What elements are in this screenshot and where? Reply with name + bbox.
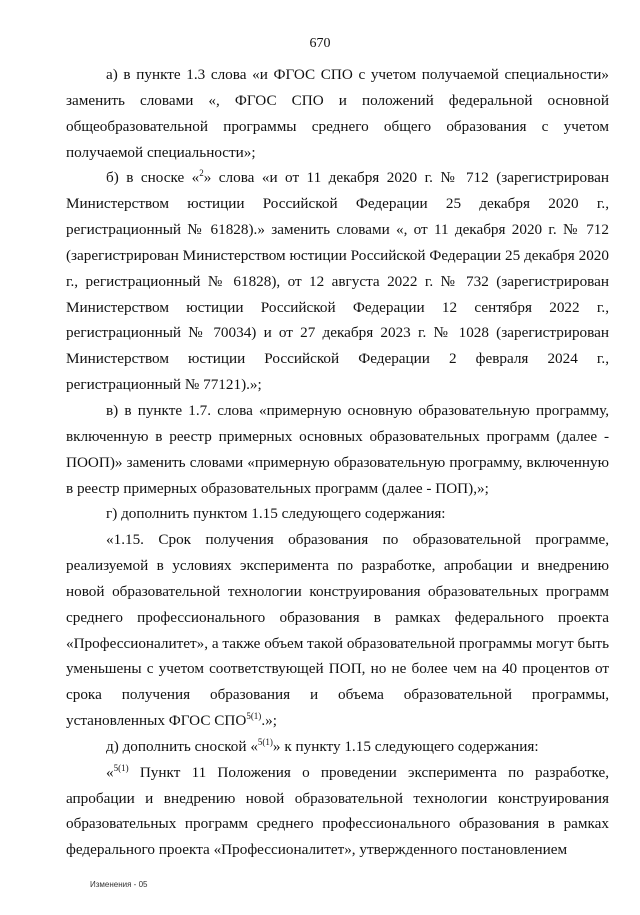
paragraph-footnote-body: Пункт 11 Положения о проведении эксперимента по разработке, апробации и внедрению новой образовательной технологии конструирования образовательных программ среднего профессионального образования в рамках федерального проекта «Профессионалитет», утвержденного постановлением — [66, 763, 609, 859]
page-number: 670 — [309, 36, 331, 51]
paragraph-d-text-end: » к пункту 1.15 следующего содержания: — [272, 737, 539, 755]
paragraph-v — [66, 398, 609, 501]
document-body — [66, 62, 609, 863]
paragraph-g — [66, 501, 609, 527]
paragraph-1-15-text-start: «1.15. Срок получения образования по образовательной программе, реализуемой в условиях эксперимента по разработке, апробации и внедрению новой образовательной технологии конструирования образовательных программ среднего профессионального образования в рамках федерального проекта «Профессионалитет», а также объем такой образовательной программы могут быть уменьшены с учетом соответствующей ПОП, но не более чем на 40 процентов от срока получения образования и объема образовательной программы, установленных ФГОС СПО — [66, 531, 609, 730]
paragraph-b-text-start: б) в сноске « — [106, 169, 200, 187]
paragraph-d-text-start: д) дополнить сноской « — [106, 737, 258, 755]
paragraph-b — [66, 165, 609, 398]
paragraph-1-15 — [66, 527, 609, 734]
footnote-ref-2: 2 — [199, 168, 204, 179]
paragraph-d — [66, 734, 609, 760]
paragraph-a — [66, 62, 609, 165]
footnote-mark-5-1: 5(1) — [113, 762, 129, 773]
paragraph-b-text-end: » слова «и от 11 декабря 2020 г. № 712 (зарегистрирован Министерством юстиции Российской Федерации 25 декабря 2020 г., регистрационный № 61828).» заменить словами «, от 11 декабря 2020 г. № 712 (зарегистрирован Министерством юстиции Российской Федерации 25 декабря 2020 г., регистрационный № 61828), от 12 августа 2022 г. № 732 (зарегистрирован Министерством юстиции Российской Федерации 12 сентября 2022 г., регистрационный № 70034) и от 27 декабря 2023 г. № 1028 (зарегистрирован Министерством юстиции Российской Федерации 2 февраля 2024 г., регистрационный № 77121).»; — [66, 169, 609, 394]
paragraph-footnote-open-quote: « — [106, 763, 114, 781]
paragraph-footnote-text — [66, 760, 609, 863]
footnote-ref-5-1: 5(1) — [246, 711, 262, 722]
paragraph-g-text: г) дополнить пунктом 1.15 следующего содержания: — [106, 505, 446, 523]
paragraph-a-text: а) в пункте 1.3 слова «и ФГОС СПО с учетом получаемой специальности» заменить словами «, ФГОС СПО и положений федеральной основной общеобразовательной программы среднего общего образования с учетом получаемой специальности»; — [66, 66, 609, 161]
footnote-ref-5-1-inline: 5(1) — [257, 736, 273, 747]
footer-revision-label: Изменения - 05 — [90, 880, 148, 889]
paragraph-v-text: в) в пункте 1.7. слова «примерную основную образовательную программу, включенную в реестр примерных основных образовательных программ (далее - ПООП)» заменить словами «примерную образовательную программу, включенную в реестр примерных образовательных программ (далее - ПОП),»; — [66, 401, 609, 497]
paragraph-1-15-text-end: .»; — [261, 712, 277, 730]
